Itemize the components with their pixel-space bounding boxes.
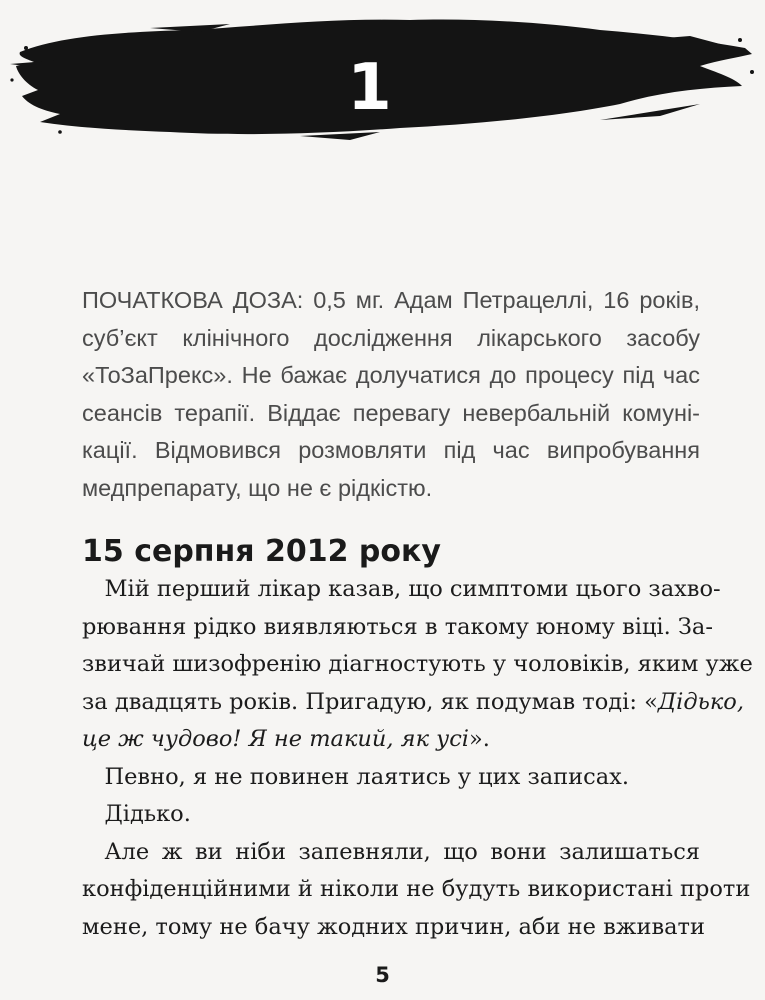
italic-thought: Дідько, [657, 688, 744, 715]
intro-line: кації. Відмовився розмовляти під час випробування [82, 437, 700, 463]
entry-date-heading: 15 серпня 2012 року [82, 534, 441, 569]
body-line-text: Мій перший лікар казав, що симптоми цього захво- [104, 576, 721, 602]
body-line-text: ». [469, 726, 490, 752]
intro-line: «ТоЗаПрекс». Не бажає долучатися до процесу під час [82, 362, 700, 388]
body-line [82, 834, 700, 872]
intro-case-note [82, 282, 700, 507]
body-line [82, 721, 700, 759]
body-line: звичай шизофренію діагностують у чоловіків, яким уже [82, 651, 753, 677]
intro-line: медпрепарату, що не є рідкістю. [82, 474, 433, 501]
body-line-text: за двадцять років. Пригадую, як подумав тоді: « [82, 688, 658, 715]
entry-body [82, 571, 753, 946]
body-line [82, 684, 744, 722]
page-number: 5 [375, 963, 390, 987]
body-line-text: Дідько. [104, 801, 191, 827]
body-line-text: Але ж ви ніби запевняли, що вони залишаться [104, 838, 700, 865]
body-line-text: Певно, я не повинен лаятись у цих записах. [104, 763, 630, 790]
body-line: конфіденційними й ніколи не будуть використані проти [82, 876, 751, 902]
chapter-number: 1 [347, 51, 393, 125]
italic-thought: це ж чудово! Я не такий, як усі [82, 726, 470, 752]
body-line [82, 796, 700, 834]
body-line: рювання рідко виявляються в такому юному віці. За- [82, 613, 713, 640]
intro-line: суб’єкт клінічного дослідження лікарського засобу [82, 324, 700, 351]
intro-line: сеансів терапії. Віддає перевагу невербальній комуні- [82, 399, 700, 426]
intro-line: ПОЧАТКОВА ДОЗА: 0,5 мг. Адам Петрацеллі, 16 років, [82, 287, 700, 313]
body-line [82, 571, 721, 609]
body-line [82, 759, 700, 797]
body-line: мене, тому не бачу жодних причин, аби не вживати [82, 913, 705, 940]
